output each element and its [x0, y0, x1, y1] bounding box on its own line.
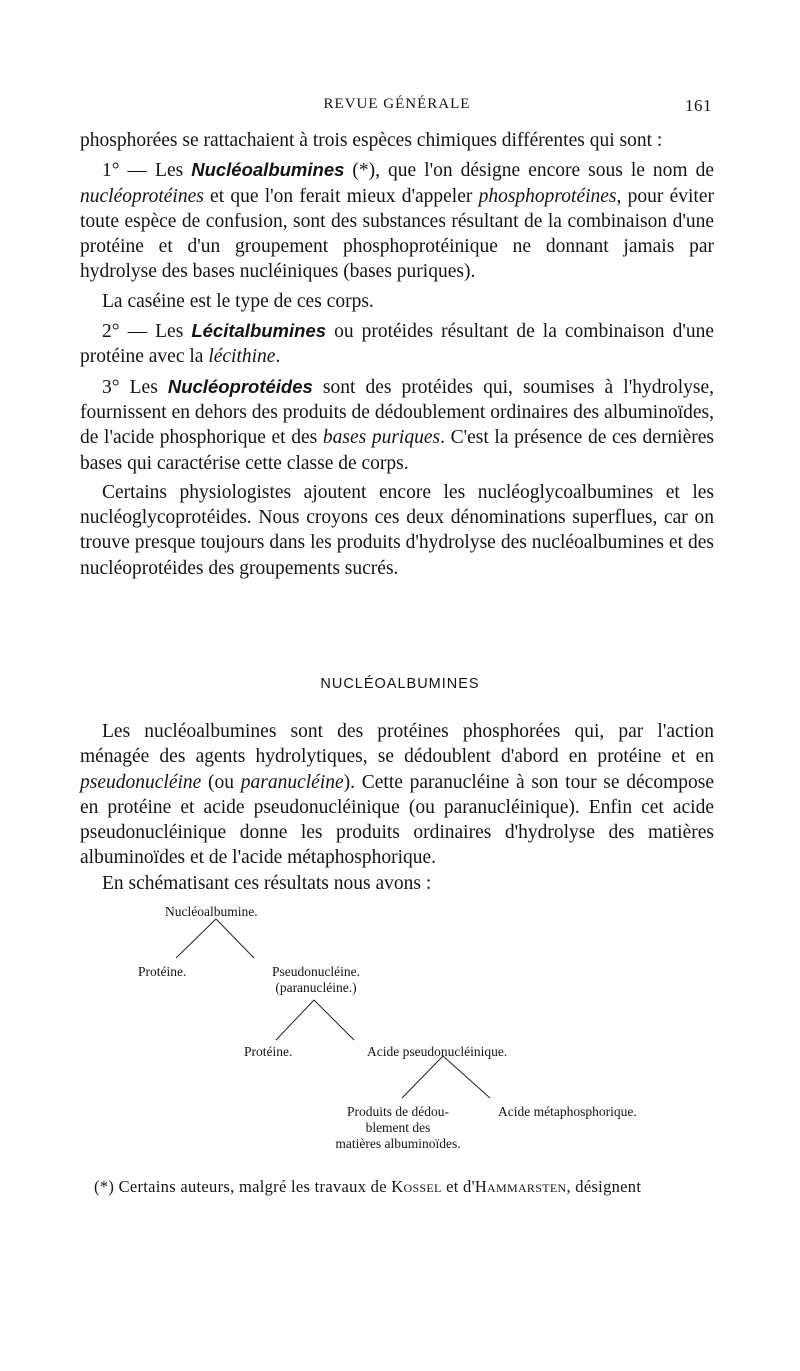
running-title: REVUE GÉNÉRALE — [323, 96, 471, 112]
edge-root-proteine — [176, 919, 216, 958]
footnote: (*) Certains auteurs, malgré les travaux de Kossel et d'Hammarsten, désignent — [94, 1177, 642, 1196]
node-acide-metaphosphorique: Acide métaphosphorique. — [498, 1104, 637, 1119]
term-lecitalbumines: Lécitalbumines — [191, 320, 327, 342]
footnote-marker: (*) — [94, 1177, 115, 1196]
paragraph-schema-intro: En schématisant ces résultats nous avons : — [102, 872, 432, 894]
paragraph-nucleoproteides: 3° Les Nucléoprotéides sont des protéides qui, soumises à l'hydrolyse, fournissent en dehors des produits de dédoublement ordinaires des albuminoïdes, de l'acide phosphorique et des bases puriques. C'est la présence de ces dernières bases qui caractérise cette classe de corps. — [80, 375, 714, 474]
node-nucleoalbumine: Nucléoalbumine. — [165, 904, 258, 919]
node-pseudonucleine: Pseudonucléine. (paranucléine.) — [271, 964, 361, 995]
page-number: 161 — [685, 96, 712, 115]
edge-acide-produits — [402, 1056, 443, 1098]
paragraph-caseine: La caséine est le type de ces corps. — [102, 290, 374, 312]
paragraph-lecitalbumines: 2° — Les Lécitalbumines ou protéides résultant de la combinaison d'une protéine avec la lécithine. — [80, 320, 715, 368]
paragraph-nucleoalbumines-definition: Les nucléoalbumines sont des protéines phosphorées qui, par l'action ménagée des agents hydrolytiques, se dédoublent d'abord en protéine et en pseudonucléine (ou paranucléine). Cette paranucléine à son tour se décompose en protéine et acide pseudonucléinique (ou paranucléinique). Enfin cet acide pseudonucléinique donne les produits ordinaires d'hydrolyse des matières albuminoïdes et de l'acide métaphosphorique. — [80, 721, 714, 869]
paragraph-physiologistes: Certains physiologistes ajoutent encore les nucléoglycoalbumines et les nucléoglycoprotéides. Nous croyons ces deux dénominations superflues, car on trouve presque toujours dans les produits d'hydrolyse des nucléoalbumines et des nucléoprotéides des groupements sucrés. — [80, 481, 714, 579]
node-acide-pseudonucleinique: Acide pseudonucléinique. — [367, 1044, 508, 1059]
node-proteine-2: Protéine. — [244, 1044, 293, 1059]
edge-root-pseudonucleine — [216, 919, 254, 958]
paragraph-nucleoalbumines: 1° — Les Nucléoalbumines (*), que l'on désigne encore sous le nom de nucléoprotéines et que l'on ferait mieux d'appeler phosphoprotéines, pour éviter toute espèce de confusion, sont des substances résultant de la combinaison d'une protéine et d'un groupement phosphoprotéinique ne donnant jamais par hydrolyse des bases nucléiniques (bases puriques). — [80, 159, 714, 283]
page-header — [80, 96, 714, 120]
paragraph-continuation: phosphorées se rattachaient à trois espèces chimiques différentes qui sont : — [80, 130, 663, 151]
term-nucleoproteides: Nucléoprotéides — [167, 375, 313, 397]
node-produits-dedoublement: Produits de dédou- blement des matières albuminoïdes. — [335, 1104, 461, 1151]
term-nucleoalbumines: Nucléoalbumines — [191, 159, 345, 181]
body-text — [80, 128, 714, 585]
edge-acide-meta — [443, 1056, 490, 1098]
section-body-text — [80, 719, 714, 896]
edge-pseudo-acide — [314, 1000, 354, 1040]
section-heading: NUCLÉOALBUMINES — [320, 676, 480, 692]
node-proteine-1: Protéine. — [138, 964, 187, 979]
edge-pseudo-proteine — [276, 1000, 314, 1040]
